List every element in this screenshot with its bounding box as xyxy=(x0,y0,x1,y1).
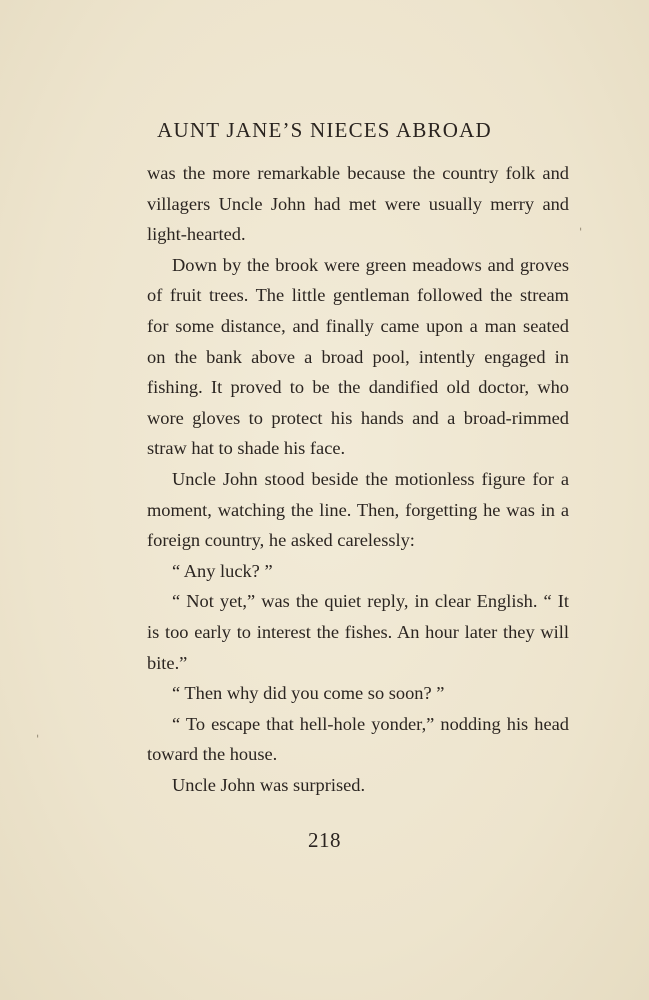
dialogue-not-yet: “ Not yet,” was the quiet reply, in clear English. “ It is too early to interest the fishes. An hour later they will bite.” xyxy=(147,591,569,673)
paper-speck: ˈ xyxy=(579,226,583,240)
dialogue-escape: “ To escape that hell-hole yonder,” nodding his head toward the house. xyxy=(147,713,569,765)
paper-speck: ˈ xyxy=(36,733,40,747)
dialogue-any-luck: “ Any luck? ” xyxy=(172,560,273,581)
page-number: 218 xyxy=(308,828,341,852)
paragraph-brook: Down by the brook were green meadows and groves of fruit trees. The little gentleman followed the stream for some distance, and finally came upon a man seated on the bank above a broad pool, intently engaged in fishing. It proved to be the dandified old doctor, who wore gloves to protect his hands and a broad-rimmed straw hat to shade his face. xyxy=(147,254,569,459)
dialogue-why-so-soon: “ Then why did you come so soon? ” xyxy=(172,683,445,704)
running-header: AUNT JANE’S NIECES ABROAD xyxy=(157,118,492,142)
paragraph-surprised: Uncle John was surprised. xyxy=(172,774,366,795)
paragraph-continuation: was the more remarkable because the country folk and villagers Uncle John had met were usually merry and light-hearted. xyxy=(147,163,569,245)
paragraph-uncle-john-stood: Uncle John stood beside the motionless figure for a moment, watching the line. Then, forgetting he was in a foreign country, he asked carelessly: xyxy=(147,468,569,551)
body-text xyxy=(147,158,569,800)
